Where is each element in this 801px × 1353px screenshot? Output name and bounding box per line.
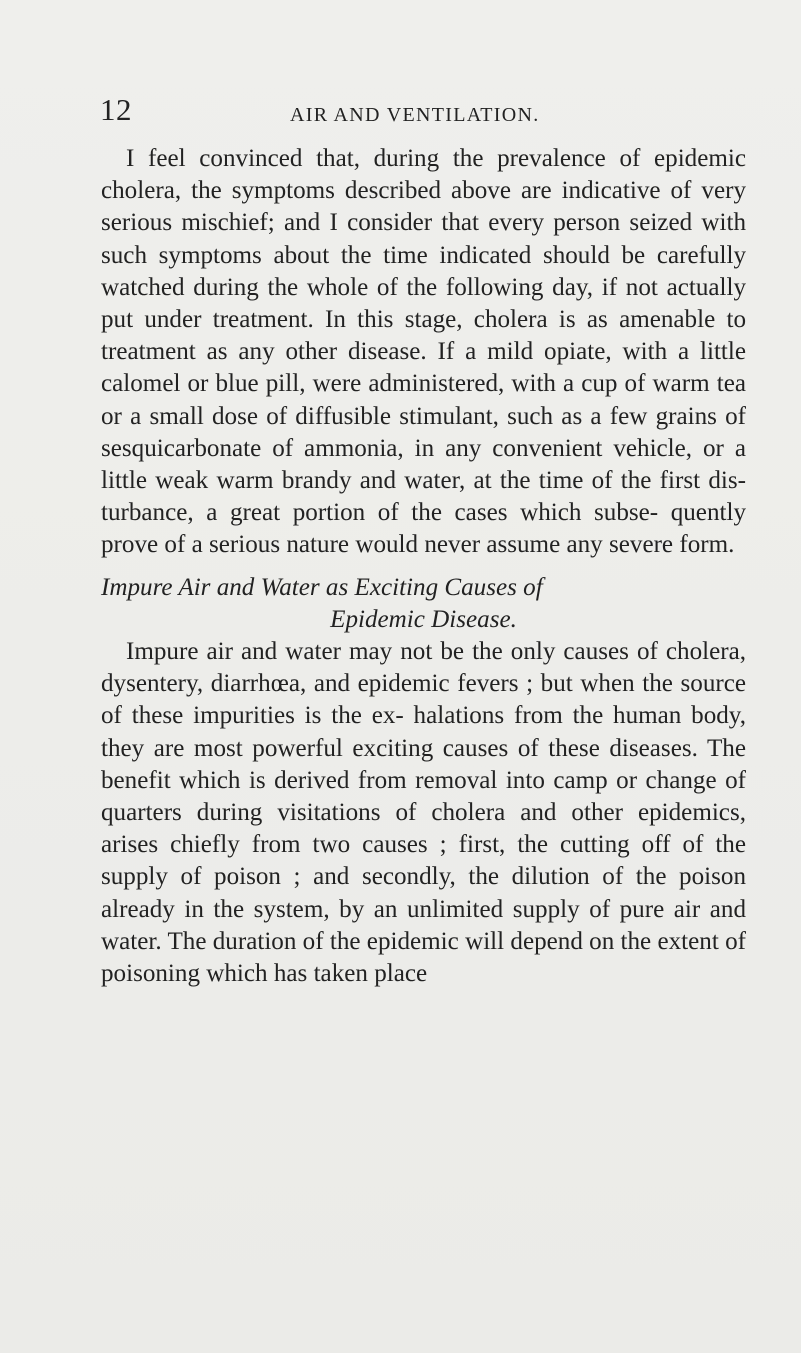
- section-title: [101, 572, 746, 636]
- page-content: [101, 143, 746, 990]
- section-title-line-1: Impure Air and Water as Exciting Causes of: [101, 573, 543, 601]
- paragraph-2: Impure air and water may not be the only causes of cholera, dysentery, diarrhœa, and epidemic fevers ; but when the source of these impurities is the ex- halations from the human body, they are most powerful exciting causes of these diseases. The benefit which is derived from removal into camp or change of quarters during visitations of cholera and other epidemics, arises chiefly from two causes ; first, the cutting off of the supply of poison ; and secondly, the dilution of the poison already in the system, by an unlimited supply of pure air and water. The duration of the epidemic will depend on the extent of poisoning which has taken place: [101, 638, 746, 988]
- section-title-line-2: Epidemic Disease.: [330, 605, 517, 633]
- running-title: AIR AND VENTILATION.: [290, 104, 540, 126]
- paragraph-1: I feel convinced that, during the prevalence of epidemic cholera, the symptoms described above are indicative of very serious mischief; and I consider that every person seized with such symptoms about the time indicated should be carefully watched during the whole of the following day, if not actually put under treatment. In this stage, cholera is as amenable to treatment as any other disease. If a mild opiate, with a little calomel or blue pill, were administered, with a cup of warm tea or a small dose of diffusible stimulant, such as a few grains of sesquicarbonate of ammonia, in any convenient vehicle, or a little weak warm brandy and water, at the time of the first dis- turbance, a great portion of the cases which subse- quently prove of a serious nature would never assume any severe form.: [101, 145, 746, 559]
- page-number: 12: [100, 92, 132, 127]
- page-header: [100, 94, 740, 134]
